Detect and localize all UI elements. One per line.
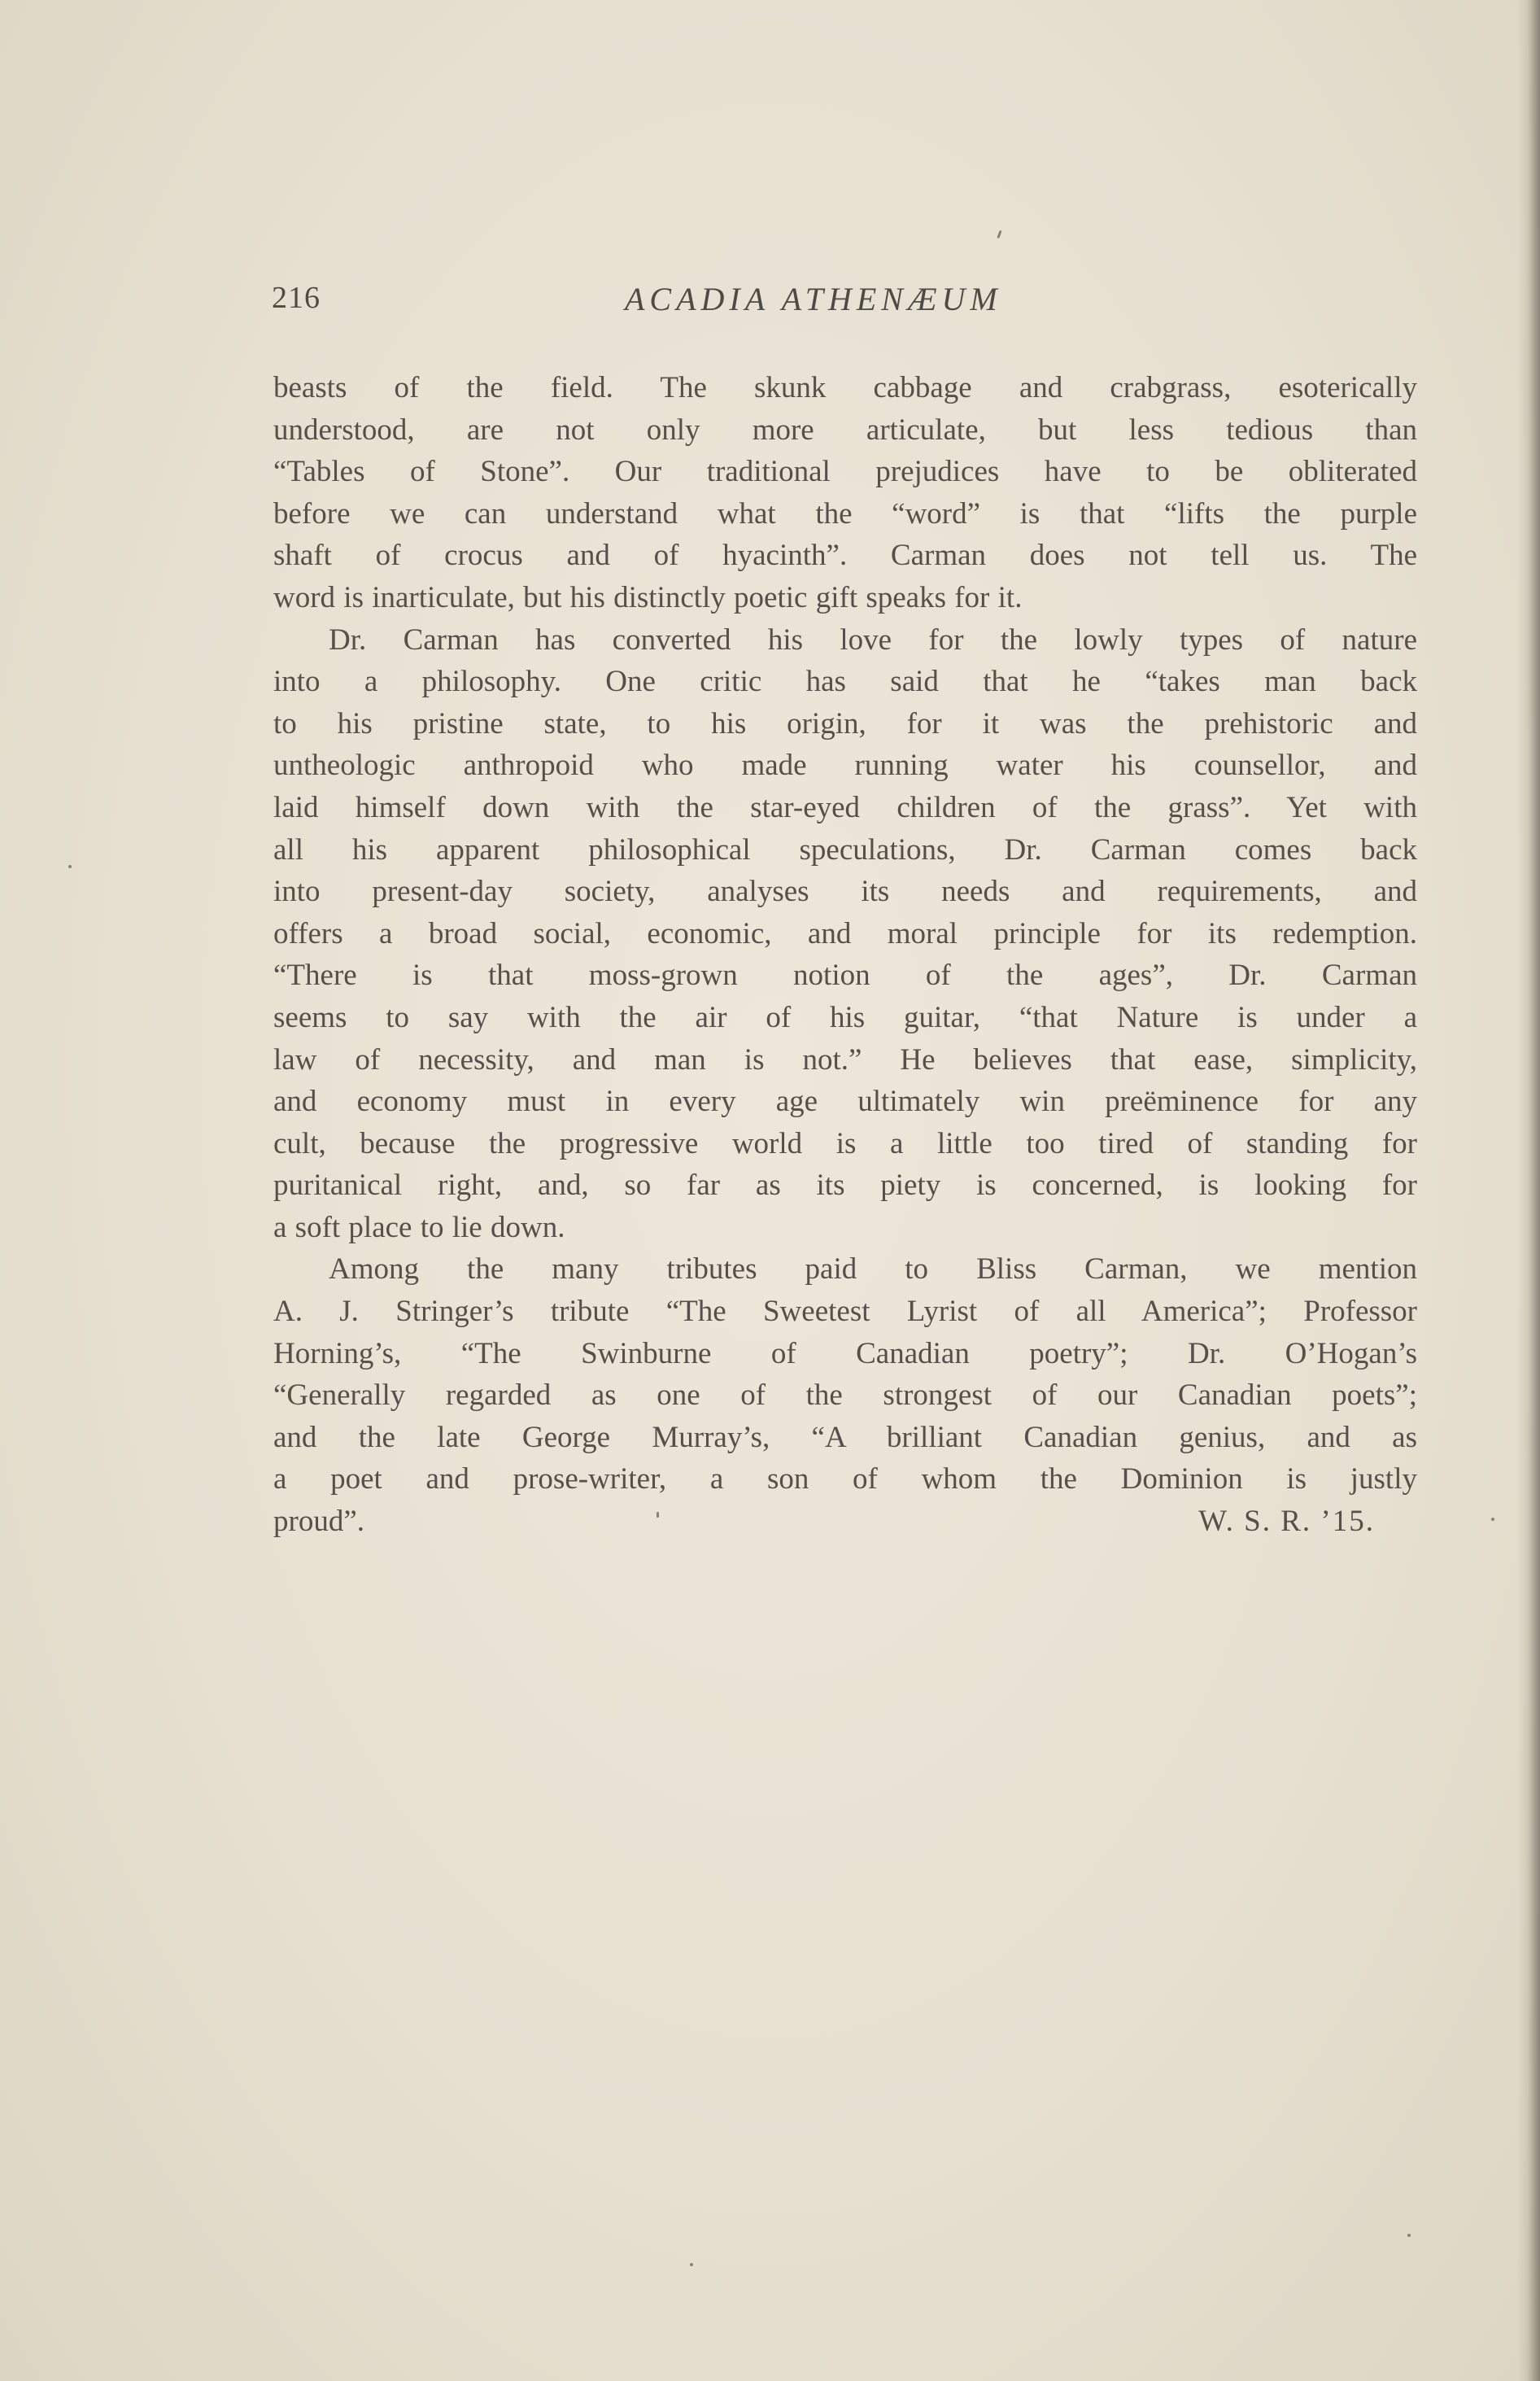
article-body <box>273 367 1417 1543</box>
text-line: A. J. Stringer’s tribute “The Sweetest Lyrist of all America”; Professor <box>273 1295 1417 1329</box>
paper-speck <box>68 865 72 868</box>
text-line: law of necessity, and man is not.” He believes that ease, simplicity, <box>273 1042 1417 1077</box>
text-line: seems to say with the air of his guitar, “that Nature is under a <box>273 1000 1417 1034</box>
text-line: a poet and prose-writer, a son of whom the Dominion is justly <box>273 1462 1417 1496</box>
paper-speck <box>1491 1518 1494 1521</box>
text-line: and economy must in every age ultimately win preëminence for any <box>273 1085 1417 1119</box>
text-line: to his pristine state, to his origin, for it was the prehistoric and <box>273 706 1417 741</box>
text-line: puritanical right, and, so far as its piety is concerned, is looking for <box>273 1169 1417 1203</box>
running-head <box>272 280 1417 329</box>
author-signature: W. S. R. ’15. <box>1198 1505 1375 1539</box>
text-line: before we can understand what the “word” is that “lifts the purple <box>273 496 1417 531</box>
text-line: “Generally regarded as one of the strongest of our Canadian poets”; <box>273 1378 1417 1413</box>
text-line: shaft of crocus and of hyacinth”. Carman does not tell us. The <box>273 539 1417 573</box>
paper-speck <box>690 2263 693 2266</box>
text-line: Horning’s, “The Swinburne of Canadian poetry”; Dr. O’Hogan’s <box>273 1336 1417 1370</box>
text-line: untheologic anthropoid who made running water his counsellor, and <box>273 749 1417 783</box>
text-line: Among the many tributes paid to Bliss Carman, we mention <box>329 1252 1417 1287</box>
page-number: 216 <box>272 281 321 315</box>
text-line: and the late George Murray’s, “A brilliant Canadian genius, and as <box>273 1420 1417 1454</box>
text-line: all his apparent philosophical speculations, Dr. Carman comes back <box>273 832 1417 867</box>
paper-speck <box>997 230 1001 238</box>
text-line: cult, because the progressive world is a little too tired of standing for <box>273 1126 1417 1160</box>
paper-speck <box>1407 2234 1411 2237</box>
paragraph <box>273 619 1417 1249</box>
text-line: beasts of the field. The skunk cabbage and crabgrass, esoterically <box>273 371 1417 404</box>
text-line: understood, are not only more articulate, but less tedious than <box>273 413 1417 447</box>
text-line: a soft place to lie down. <box>273 1210 565 1244</box>
text-line: offers a broad social, economic, and moral principle for its redemption. <box>273 916 1417 950</box>
text-line: Dr. Carman has converted his love for the lowly types of nature <box>329 623 1417 657</box>
text-line: “There is that moss-grown notion of the ages”, Dr. Carman <box>273 959 1417 993</box>
closing-text: proud”. <box>273 1505 364 1539</box>
journal-title: ACADIA ATHENÆUM <box>625 281 1002 317</box>
text-line: into present-day society, analyses its needs and requirements, and <box>273 875 1417 909</box>
page-edge-shadow <box>1517 0 1540 2381</box>
closing-line <box>273 1501 1417 1543</box>
paragraph <box>273 367 1417 619</box>
text-line: into a philosophy. One critic has said that he “takes man back <box>273 665 1417 699</box>
text-line: word is inarticulate, but his distinctly poetic gift speaks for it. <box>273 580 1023 614</box>
paragraph <box>273 1248 1417 1501</box>
text-line: “Tables of Stone”. Our traditional prejudices have to be obliterated <box>273 455 1417 489</box>
text-line: laid himself down with the star-eyed children of the grass”. Yet with <box>273 790 1417 824</box>
